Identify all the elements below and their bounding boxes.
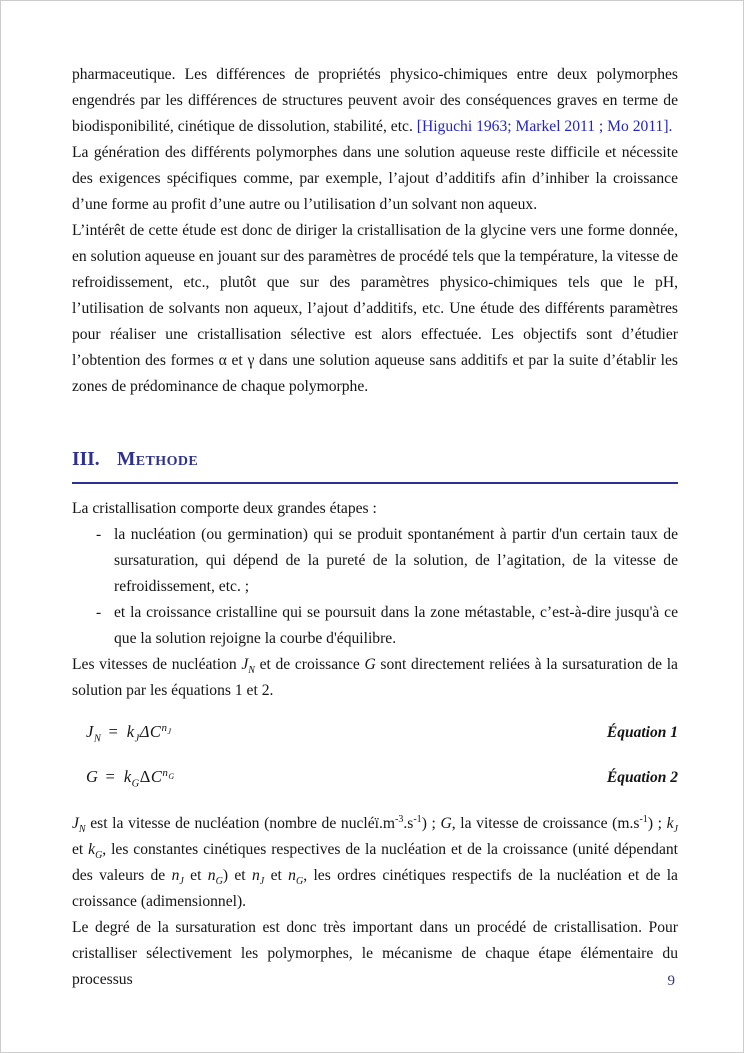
equation-1-exponent: nJ (161, 721, 172, 736)
delta-symbol: Δ (139, 767, 151, 786)
var-ng: n (288, 867, 296, 884)
page-number: 9 (667, 973, 675, 989)
equation-2-exponent: nG (162, 766, 175, 781)
paragraph-generation-polymorphes: La génération des différents polymorphes dans une solution aqueuse reste difficile et nécessite des exigences spécifiques comme, par exemple, l’ajout d’additifs afin d’inhiber la croissance d’une forme au profit d’une autre ou l’utilisation d’un solvant non aqueux. (72, 144, 678, 213)
section-heading-methode (72, 448, 678, 472)
bullet-dash: - (96, 604, 102, 621)
paragraph-definitions: $J_N$ est la vitesse de nucléation (nombre de $nucléï.m^{-3}.s^{-1}$) ; G, la vitesse de croissance $(m.s^{-1})$ ; $k_J$ et $k_G$, les constantes cinétiques respectives de la nucléation et de la croissance (unité dépendant des valeurs de $n_J$ et $n_G$) et $n_J$ et $n_G$, les ordres cinétiques respectifs de la nucléation et de la croissance (adimensionnel). (72, 813, 678, 910)
equation-2-formula: $G = k_G\Delta C^{n_G}$ (86, 766, 175, 790)
var-g: G (440, 815, 452, 832)
bullet-dash: - (96, 526, 102, 543)
var-ng: n (207, 867, 216, 884)
delta-symbol: Δ (139, 722, 150, 741)
list-item-nucleation-text: la nucléation (ou germination) qui se produit spontanément à partir d'un certain taux de sursaturation, qui dépend de la pureté de la solution, de l’agitation, de la vitesse de refroidissement, etc. ; (114, 526, 678, 595)
var-g: G (364, 656, 376, 673)
list-item-croissance-text: et la croissance cristalline qui se poursuit dans la zone métastable, c’est-à-dire jusqu'à ce que la solution rejoigne la courbe d'équilibre. (114, 604, 678, 647)
citation-link[interactable]: [Higuchi 1963; Markel 2011 ; Mo 2011]. (416, 118, 673, 135)
var-nj: n (171, 867, 180, 884)
steps-list (72, 522, 678, 652)
var-kj: k (666, 815, 674, 832)
var-jn: J (241, 656, 249, 673)
list-item-croissance (72, 600, 678, 652)
equation-1-row (86, 722, 678, 750)
list-item-nucleation (72, 522, 678, 600)
equation-1-formula: $J_N = k_J\Delta C^{n_J}$ (86, 721, 172, 745)
page-content (72, 62, 678, 993)
equation-2-label: Équation 2 (606, 769, 678, 786)
paragraph-interet-etude: L’intérêt de cette étude est donc de diriger la cristallisation de la glycine vers une forme donnée, en solution aqueuse en jouant sur des paramètres de procédé tels que la température, la vitesse de refroidissement, etc., plutôt que sur des paramètres physico-chimiques tels que le pH, l’utilisation de solvants non aqueux, l’ajout d’additifs, etc. Une étude des différents paramètres pour réaliser une cristallisation sélective est alors effectuée. Les objectifs sont d’étudier l’obtention des formes α et γ dans une solution aqueuse sans additifs et par la suite d’établir les zones de prédominance de chaque polymorphe. (72, 222, 678, 395)
paragraph-pharmaceutique-text: pharmaceutique. Les différences de propriétés physico-chimiques entre deux polymorphes engendrés par les différences de structures peuvent avoir des conséquences graves en terme de biodisponibilité, cinétique de dissolution, stabilité, etc. (72, 66, 678, 135)
equation-1-label: Équation 1 (606, 724, 678, 741)
heading-rule (72, 482, 678, 484)
var-jn: J (72, 815, 79, 832)
var-kg: k (88, 841, 96, 858)
var-nj: n (251, 867, 260, 884)
section-title: Methode (117, 449, 199, 470)
equation-2-row (86, 767, 678, 795)
paragraph-pharmaceutique (72, 62, 678, 140)
paragraph-vitesses: Les vitesses de nucléation $J_N$ et de croissance G sont directement reliées à la sursaturation de la solution par les équations 1 et 2. (72, 656, 678, 699)
paragraph-degre-sursaturation: Le degré de la sursaturation est donc très important dans un procédé de cristallisation. Pour cristalliser sélectivement les polymorphes, le mécanisme de chaque étape élémentaire du processus (72, 919, 678, 988)
paragraph-etapes-lead: La cristallisation comporte deux grandes étapes : (72, 500, 377, 517)
section-numeral: III. (72, 449, 100, 470)
